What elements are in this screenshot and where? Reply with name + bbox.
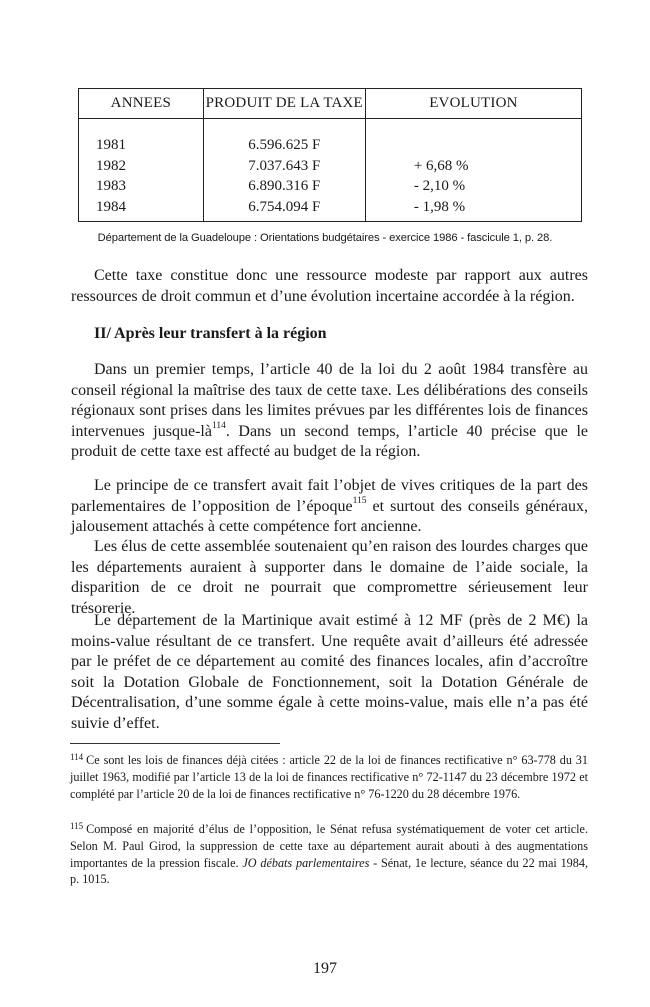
paragraph-3-text: Le principe de ce transfert avait fait l’objet de vives critiques de la part des parlementaires de l’opposition de l’époque xyxy=(71,477,588,515)
footnote-number: 114 xyxy=(70,752,84,762)
paragraph-3 xyxy=(71,476,588,538)
tax-table xyxy=(78,88,582,222)
paragraph-2-text: . Dans un second temps, l’article 40 précise que le produit de cette taxe est affecté au budget de la région. xyxy=(71,422,588,460)
produit-column xyxy=(203,119,365,222)
paragraph-3-text: et surtout des conseils généraux, jalousement attachés à cette compétence fort ancienne. xyxy=(71,497,589,535)
paragraph-2 xyxy=(71,360,588,463)
footnote-114 xyxy=(70,752,588,802)
page-number: 197 xyxy=(313,960,337,977)
paragraph-1: Cette taxe constitue donc une ressource modeste par rapport aux autres ressources de droit commun et d’une évolution incertaine accordée à la région. xyxy=(71,267,588,305)
section-heading: II/ Après leur transfert à la région xyxy=(94,325,327,342)
evolution-cell: - 2,10 % xyxy=(413,178,466,194)
header-annees: ANNEES xyxy=(79,89,204,119)
produit-cell: 6.890.316 F xyxy=(248,178,321,194)
footnote-italic-title: JO débats parlementaires xyxy=(242,855,370,870)
footnote-separator xyxy=(70,743,280,744)
years-column xyxy=(79,119,204,222)
table-header-row xyxy=(79,89,582,119)
evolution-cell xyxy=(414,135,581,156)
year-cell: 1984 xyxy=(96,198,126,215)
footnote-115 xyxy=(70,821,588,888)
year-cell: 1981 xyxy=(96,137,126,153)
footnote-number: 115 xyxy=(70,821,84,831)
paragraph-2-text: Dans un premier temps, l’article 40 de la loi du 2 août 1984 transfère au conseil régional la maîtrise des taux de cette taxe. Les délibérations des conseils régionaux sont prises dans les limites prévues par les différentes lois de finances intervenues jusque-là xyxy=(71,361,588,440)
header-evolution: EVOLUTION xyxy=(365,89,581,119)
produit-cell: 7.037.643 F xyxy=(248,157,321,174)
header-produit: PRODUIT DE LA TAXE xyxy=(203,89,365,119)
paragraph-4: Les élus de cette assemblée soutenaient qu’en raison des lourdes charges que les départements auraient à supporter dans le domaine de l’aide sociale, la disparition de ce droit ne pourrait que compromettre sérieusement leur trésorerie. xyxy=(71,538,588,617)
table-source-caption: Département de la Guadeloupe : Orientations budgétaires - exercice 1986 - fascicule 1, p. 28. xyxy=(97,232,553,244)
evolution-cell: + 6,68 % xyxy=(413,157,469,174)
footnote-ref-115[interactable]: 115 xyxy=(352,496,367,507)
produit-cell: 6.596.625 F xyxy=(248,137,321,153)
footnote-text: Ce sont les lois de finances déjà citées : article 22 de la loi de finances rectificative n° 63-778 du 31 juillet 1963, modifié par l’article 13 de la loi de finances rectificative n° 72-1147 du 23 décembre 1972 et complété par l’article 20 de la loi de finances rectificative n° 76-1220 du 28 décembre 1976. xyxy=(70,753,588,801)
year-cell: 1983 xyxy=(96,178,126,194)
produit-cell: 6.754.094 F xyxy=(248,198,321,215)
footnote-text: Composé en majorité d’élus de l’opposition, le Sénat refusa systématiquement de voter cet article. Selon M. Paul Girod, la suppression de cette taxe au département aurait abouti à des augmentations importantes de la pression fiscale. xyxy=(70,822,588,870)
footnote-ref-114[interactable]: 114 xyxy=(211,421,226,432)
table-body-row xyxy=(79,119,582,222)
evolution-cell: - 1,98 % xyxy=(413,198,466,215)
evolution-column xyxy=(365,119,581,222)
footnote-text: - Sénat, 1e lecture, séance du 22 mai 1984, p. 1015. xyxy=(70,855,589,887)
year-cell: 1982 xyxy=(96,157,126,174)
paragraph-5: Le département de la Martinique avait estimé à 12 MF (près de 2 M€) la moins-value résultant de ce transfert. Une requête avait d’ailleurs été adressée par le préfet de ce département au comité des finances locales, afin d’accroître soit la Dotation Globale de Fonctionnement, soit la Dotation Générale de Décentralisation, d’une somme égale à cette moins-value, mais elle n’a pas été suivie d’effet. xyxy=(71,612,588,732)
